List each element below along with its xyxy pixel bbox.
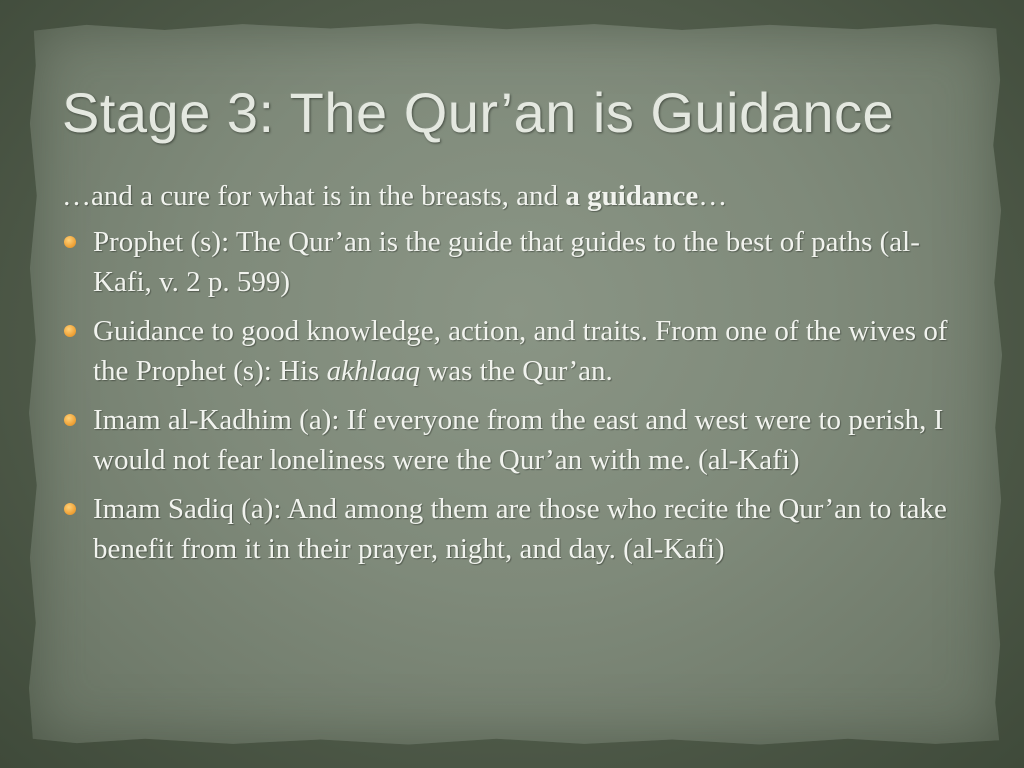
intro-text-bold: a guidance (565, 180, 699, 212)
bullet-text-before: Guidance to good knowledge, action, and traits. From one of the wives of the Prophet (s): His (93, 315, 948, 387)
bullet-dot-icon (64, 236, 76, 248)
bullet-text: Prophet (s): The Qur’an is the guide that guides to the best of paths (al-Kafi, v. 2 p. 599) (93, 226, 920, 298)
list-item (62, 222, 967, 302)
list-item (62, 311, 967, 391)
intro-text-before: …and a cure for what is in the breasts, and (62, 180, 566, 212)
bullet-text: Imam Sadiq (a): And among them are those who recite the Qur’an to take benefit from it in their prayer, night, and day. (al-Kafi) (93, 493, 947, 565)
list-item (62, 400, 967, 480)
bullet-list (62, 222, 967, 569)
intro-text-after: … (698, 180, 728, 212)
bullet-text-italic: akhlaaq (326, 355, 421, 387)
bullet-dot-icon (64, 325, 76, 337)
slide-body (62, 176, 967, 578)
slide-title: Stage 3: The Qur’an is Guidance (62, 81, 895, 144)
list-item (62, 489, 967, 569)
intro-quote (62, 176, 967, 216)
bullet-text-after: was the Qur’an. (420, 355, 613, 387)
bullet-dot-icon (64, 503, 76, 515)
bullet-text: Imam al-Kadhim (a): If everyone from the east and west were to perish, I would not fear loneliness were the Qur’an with me. (al-Kafi) (93, 404, 944, 476)
bullet-dot-icon (64, 414, 76, 426)
